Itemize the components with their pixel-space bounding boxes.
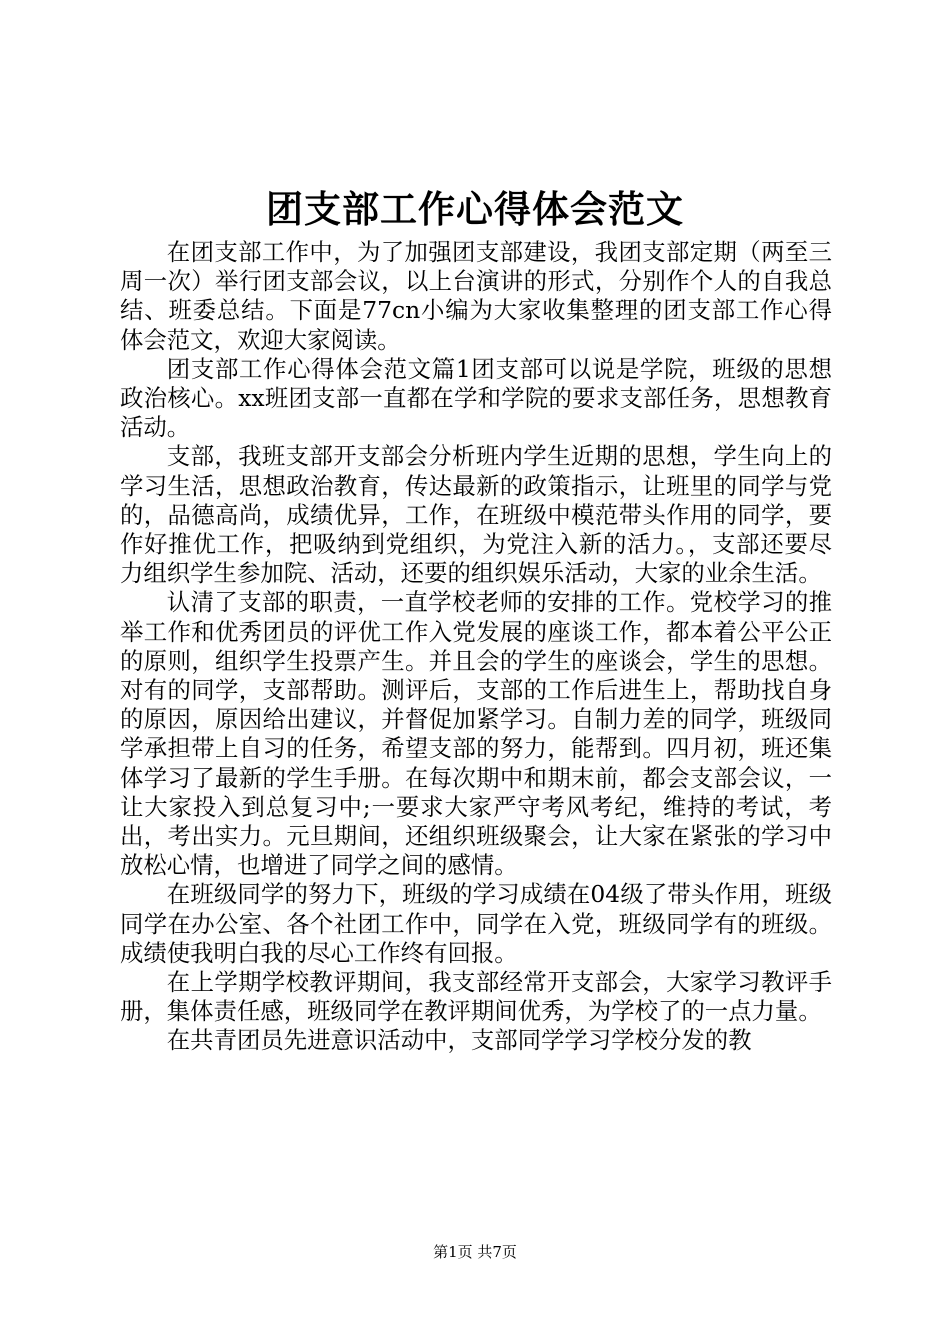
paragraph: 在团支部工作中，为了加强团支部建设，我团支部定期（两至三周一次）举行团支部会议，以上台演讲的形式，分别作个人的自我总结、班委总结。下面是77cn小编为大家收集整理的团支部工作心得体会范文，欢迎大家阅读。: [120, 238, 832, 354]
document-title: 团支部工作心得体会范文: [266, 187, 684, 231]
paragraph: 在上学期学校教评期间，我支部经常开支部会，大家学习教评手册，集体责任感，班级同学在教评期间优秀，为学校了的一点力量。: [120, 968, 832, 1026]
paragraph: 认清了支部的职责，一直学校老师的安排的工作。党校学习的推举工作和优秀团员的评优工作入党发展的座谈工作，都本着公平公正的原则，组织学生投票产生。并且会的学生的座谈会，学生的思想。对有的同学，支部帮助。测评后，支部的工作后进生上，帮助找自身的原因，原因给出建议，并督促加紧学习。自制力差的同学，班级同学承担带上自习的任务，希望支部的努力，能帮到。四月初，班还集体学习了最新的学生手册。在每次期中和期末前，都会支部会议，一让大家投入到总复习中;一要求大家严守考风考纪，维持的考试，考出，考出实力。元旦期间，还组织班级聚会，让大家在紧张的学习中放松心情，也增进了同学之间的感情。: [120, 588, 832, 880]
paragraph: 在班级同学的努力下，班级的学习成绩在04级了带头作用，班级同学在办公室、各个社团工作中，同学在入党，班级同学有的班级。成绩使我明白我的尽心工作终有回报。: [120, 880, 832, 967]
paragraph: 在共青团员先进意识活动中，支部同学学习学校分发的教: [166, 1026, 752, 1055]
paragraph: 团支部工作心得体会范文篇1团支部可以说是学院，班级的思想政治核心。xx班团支部一直都在学和学院的要求支部任务，思想教育活动。: [120, 354, 832, 442]
paragraph: 支部，我班支部开支部会分析班内学生近期的思想，学生向上的学习生活，思想政治教育，传达最新的政策指示，让班里的同学与党的，品德高尚，成绩优异，工作，在班级中模范带头作用的同学，要作好推优工作，把吸纳到党组织，为党注入新的活力。，支部还要尽力组织学生参加院、活动，还要的组织娱乐活动，大家的业余生活。: [120, 442, 832, 588]
document-body: [120, 238, 832, 1056]
page-number-footer: 第1页 共7页: [433, 1243, 517, 1261]
